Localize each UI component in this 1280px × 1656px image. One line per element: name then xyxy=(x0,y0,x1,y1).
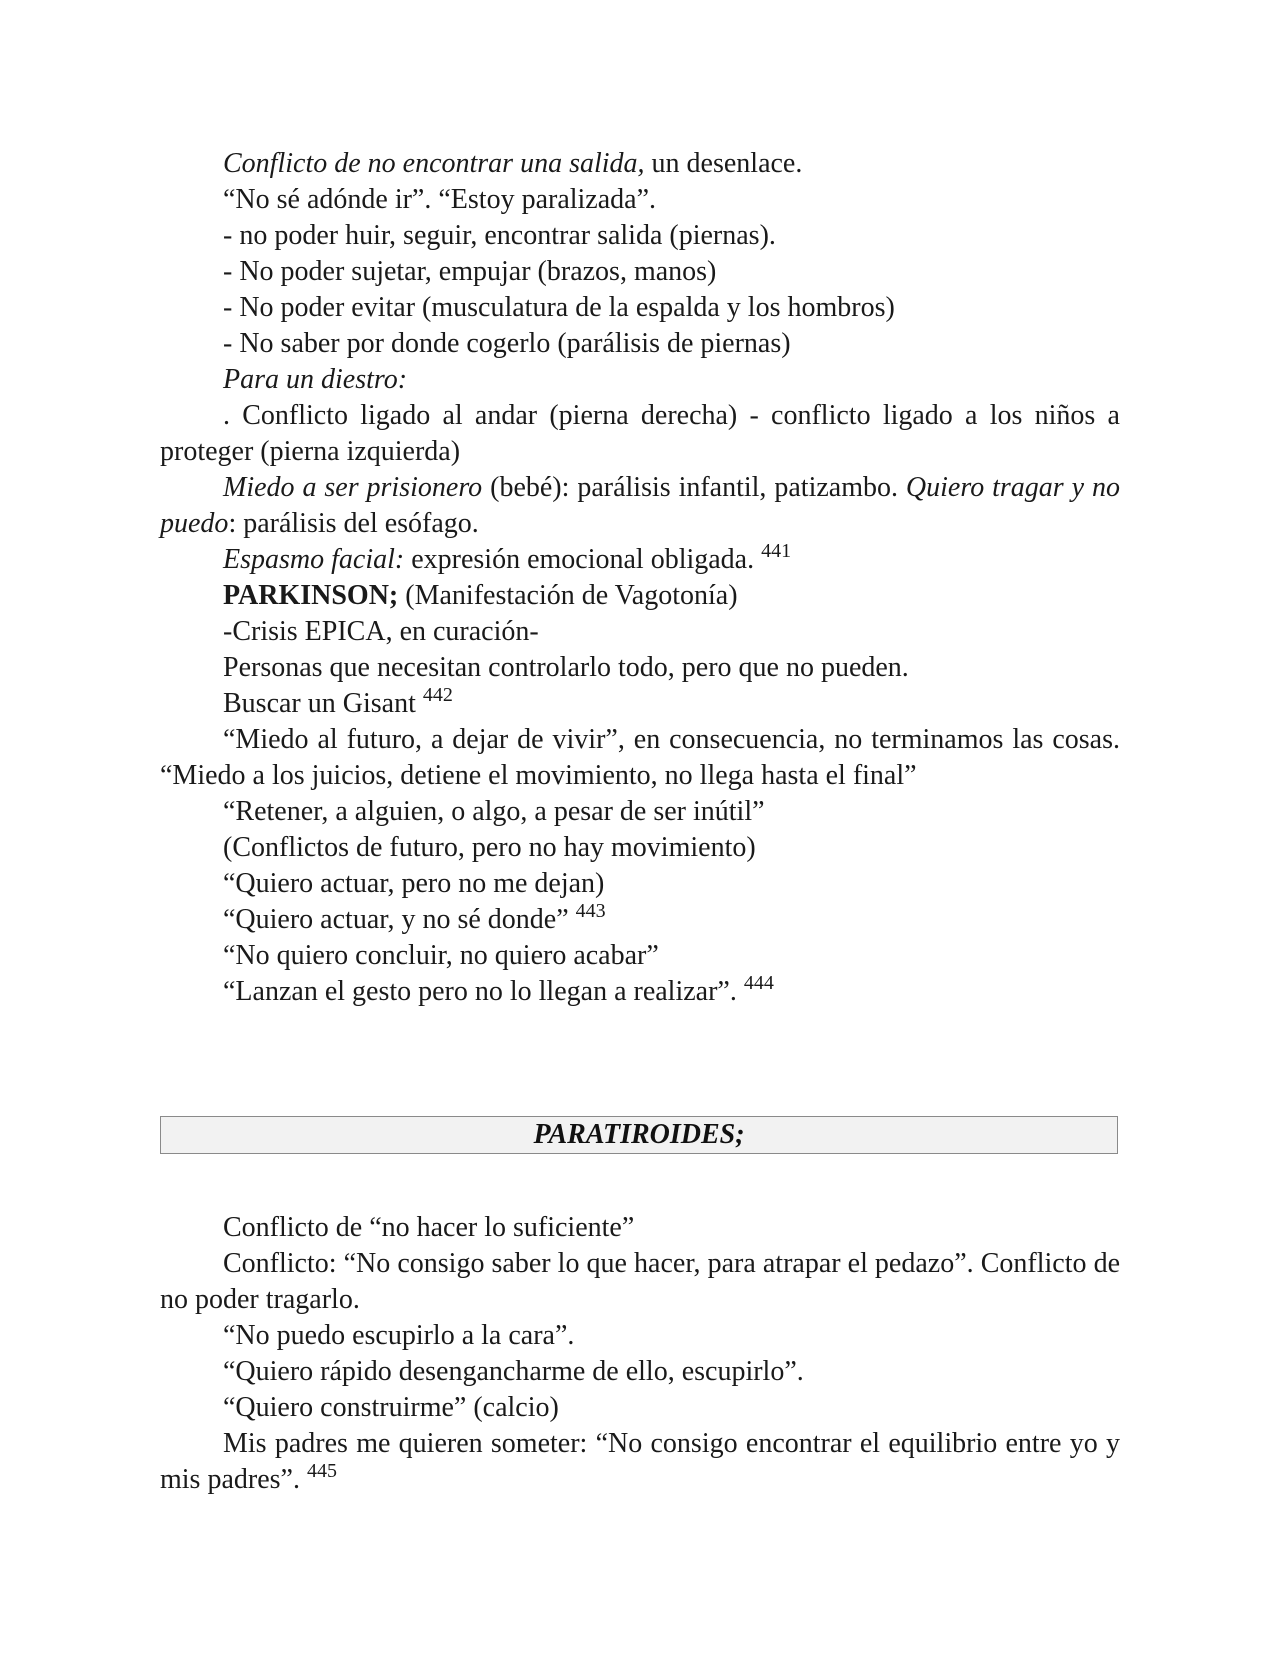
paragraph: “Quiero construirme” (calcio) xyxy=(223,1392,559,1423)
paragraph xyxy=(160,686,1120,722)
text: un desenlace. xyxy=(644,148,803,179)
paragraph: “No sé adónde ir”. “Estoy paralizada”. xyxy=(223,184,657,215)
paragraph: Personas que necesitan controlarlo todo, pero que no pueden. xyxy=(223,652,909,683)
footnote-ref: 442 xyxy=(422,684,453,706)
text: Mis padres me quieren someter: “No consigo encontrar el equilibrio entre yo y mis padres”. xyxy=(160,1428,1120,1495)
paragraph xyxy=(160,542,1120,578)
text: : parálisis del esófago. xyxy=(228,508,479,539)
paragraph xyxy=(160,146,1120,182)
paragraph: “Miedo al futuro, a dejar de vivir”, en consecuencia, no terminamos las cosas. “Miedo a los juicios, detiene el movimiento, no llega hasta el final” xyxy=(160,724,1120,791)
paragraph: (Conflictos de futuro, pero no hay movimiento) xyxy=(223,832,756,863)
paragraph: “No puedo escupirlo a la cara”. xyxy=(223,1320,575,1351)
text: expresión emocional obligada. xyxy=(404,544,762,575)
italic-text: Miedo a ser prisionero xyxy=(223,472,483,503)
paragraph: Conflicto de “no hacer lo suficiente” xyxy=(223,1212,635,1243)
paragraph xyxy=(160,470,1120,542)
text: “Quiero actuar, y no sé donde” xyxy=(223,904,576,935)
document-body-top xyxy=(160,146,1120,1010)
paragraph: . Conflicto ligado al andar (pierna derecha) - conflicto ligado a los niños a proteger (pierna izquierda) xyxy=(160,400,1120,467)
text: (bebé): parálisis infantil, patizambo. xyxy=(482,472,906,503)
italic-text: Espasmo facial: xyxy=(223,544,405,575)
paragraph: “Retener, a alguien, o algo, a pesar de ser inútil” xyxy=(223,796,765,827)
paragraph: Conflicto: “No consigo saber lo que hacer, para atrapar el pedazo”. Conflicto de no poder tragarlo. xyxy=(160,1248,1120,1315)
text: Buscar un Gisant xyxy=(223,688,423,719)
paragraph: -Crisis EPICA, en curación- xyxy=(223,616,539,647)
paragraph xyxy=(160,974,1120,1010)
paragraph: “No quiero concluir, no quiero acabar” xyxy=(223,940,659,971)
paragraph xyxy=(160,578,1120,614)
paragraph: - No saber por donde cogerlo (parálisis de piernas) xyxy=(223,328,791,359)
section-heading-box: PARATIROIDES; xyxy=(160,1116,1118,1154)
paragraph: “Quiero actuar, pero no me dejan) xyxy=(223,868,605,899)
paragraph: “Quiero rápido desengancharme de ello, escupirlo”. xyxy=(223,1356,804,1387)
footnote-ref: 445 xyxy=(306,1460,337,1482)
text: (Manifestación de Vagotonía) xyxy=(398,580,738,611)
footnote-ref: 443 xyxy=(575,900,606,922)
italic-text: Conflicto de no encontrar una salida, xyxy=(223,148,645,179)
italic-text: Quiero tragar y no puedo xyxy=(160,472,1120,539)
paragraph xyxy=(160,1426,1120,1498)
document-body-bottom xyxy=(160,1210,1120,1498)
text: “Lanzan el gesto pero no lo llegan a realizar”. xyxy=(223,976,744,1007)
footnote-ref: 444 xyxy=(743,972,774,994)
paragraph: - no poder huir, seguir, encontrar salida (piernas). xyxy=(223,220,776,251)
paragraph: - No poder sujetar, empujar (brazos, manos) xyxy=(223,256,717,287)
italic-text: Para un diestro: xyxy=(223,364,408,395)
footnote-ref: 441 xyxy=(761,540,792,562)
bold-heading: PARKINSON; xyxy=(223,580,399,611)
paragraph: - No poder evitar (musculatura de la espalda y los hombros) xyxy=(223,292,895,323)
paragraph xyxy=(160,362,1120,398)
paragraph xyxy=(160,902,1120,938)
